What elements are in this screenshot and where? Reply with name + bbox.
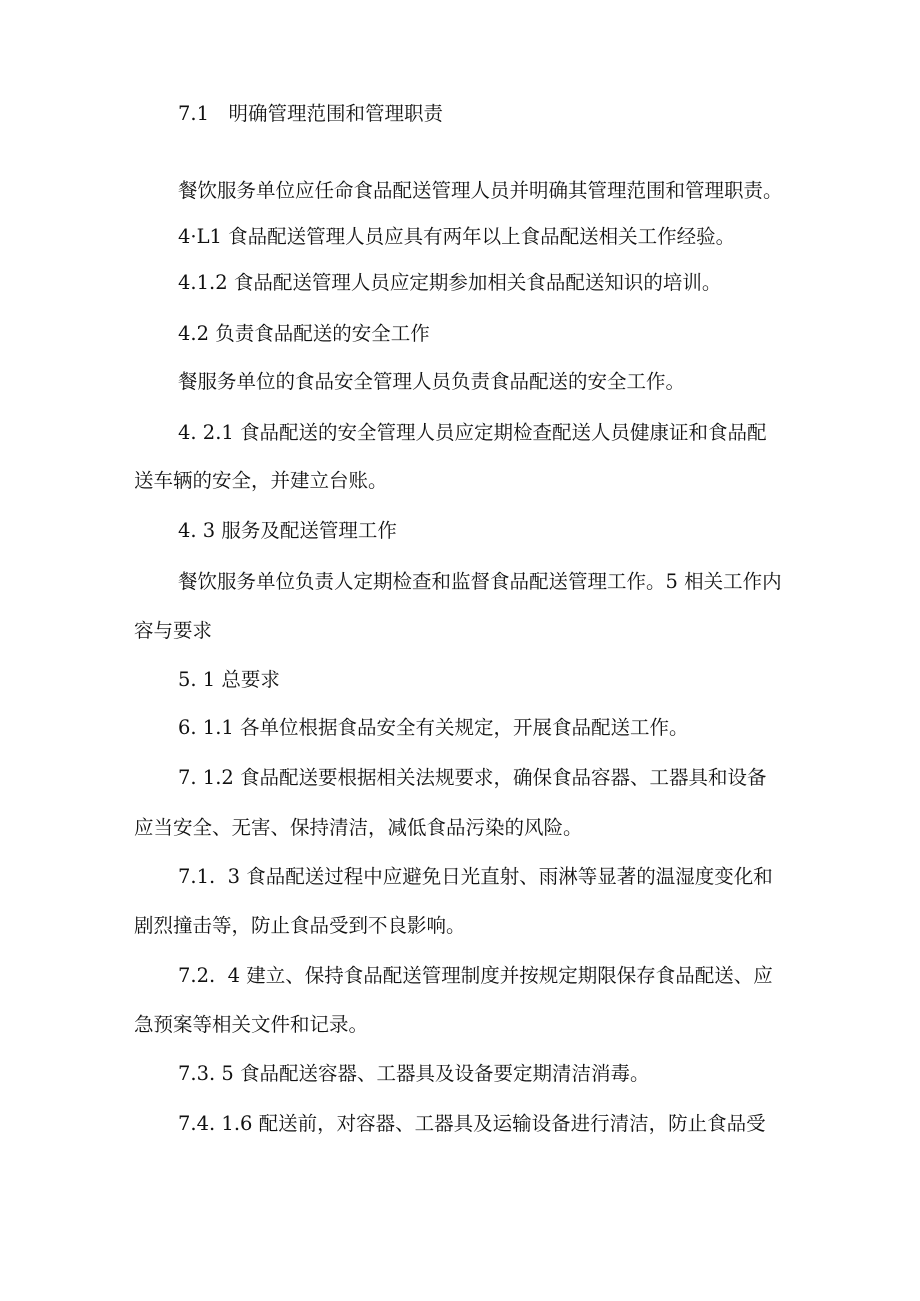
paragraph-line: 4·L1 食品配送管理人员应具有两年以上食品配送相关工作经验。 xyxy=(178,225,736,248)
paragraph-line: 4. 2.1 食品配送的安全管理人员应定期检查配送人员健康证和食品配 xyxy=(178,421,767,444)
paragraph-line: 7.3. 5 食品配送容器、工器具及设备要定期清洁消毒。 xyxy=(178,1062,650,1085)
paragraph-line: 7.2. 4 建立、保持食品配送管理制度并按规定期限保存食品配送、应 xyxy=(178,964,773,987)
paragraph-line: 4.1.2 食品配送管理人员应定期参加相关食品配送知识的培训。 xyxy=(178,271,722,294)
paragraph-line: 7. 1.2 食品配送要根据相关法规要求，确保食品容器、工器具和设备 xyxy=(178,766,767,789)
paragraph-line: 7.1. 3 食品配送过程中应避免日光直射、雨淋等显著的温湿度变化和 xyxy=(178,865,773,888)
section-heading: 5. 1 总要求 xyxy=(178,668,280,691)
paragraph-line: 6. 1.1 各单位根据食品安全有关规定，开展食品配送工作。 xyxy=(178,716,689,739)
paragraph-line: 送车辆的安全，并建立台账。 xyxy=(134,469,388,492)
paragraph-line: 餐饮服务单位应任命食品配送管理人员并明确其管理范围和管理职责。 xyxy=(178,179,783,202)
paragraph-line: 剧烈撞击等，防止食品受到不良影响。 xyxy=(134,914,466,937)
paragraph-line: 餐服务单位的食品安全管理人员负责食品配送的安全工作。 xyxy=(178,370,686,393)
section-heading: 4. 3 服务及配送管理工作 xyxy=(178,519,397,542)
paragraph-line: 餐饮服务单位负责人定期检查和监督食品配送管理工作。5 相关工作内 xyxy=(178,570,782,593)
paragraph-line: 应当安全、无害、保持清洁，减低食品污染的风险。 xyxy=(134,816,583,839)
paragraph-line: 急预案等相关文件和记录。 xyxy=(134,1013,369,1036)
paragraph-line: 容与要求 xyxy=(134,619,213,642)
paragraph-line: 7.4. 1.6 配送前，对容器、工器具及运输设备进行清洁，防止食品受 xyxy=(178,1112,766,1135)
section-heading: 7.1 明确管理范围和管理职责 xyxy=(178,102,444,125)
section-heading: 4.2 负责食品配送的安全工作 xyxy=(178,322,430,345)
